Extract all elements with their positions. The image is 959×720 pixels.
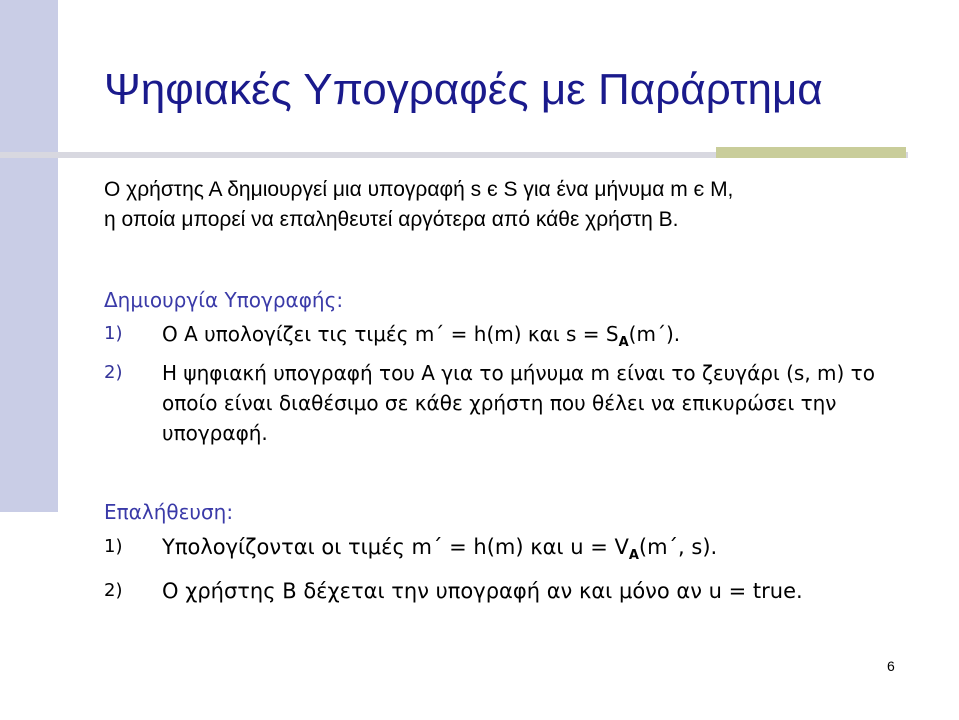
creation-steps [104, 319, 924, 448]
page-number: 6 [887, 658, 895, 674]
step-subscript: A [618, 335, 629, 350]
verification-steps [104, 532, 924, 606]
step-text-end: (m΄). [628, 322, 681, 346]
creation-heading: Δημιουργία Υπογραφής: [104, 288, 344, 312]
step-number: 2) [104, 580, 123, 601]
step-text: Ο χρήστης Β δέχεται την υπογραφή αν και μόνο αν u = true. [162, 579, 803, 603]
verification-section [104, 497, 924, 606]
title-divider-accent [716, 147, 906, 158]
step-subscript: A [628, 548, 639, 563]
step-text-end: (m΄, s). [638, 535, 718, 559]
decorative-left-bar [0, 0, 58, 512]
step-text: Η ψηφιακή υπογραφή του Α για το μήνυμα m είναι το ζευγάρι (s, m) το οποίο είναι διαθέσιμο σε κάθε χρήστη που θέλει να επικυρώσει την υπογραφή. [162, 361, 875, 445]
creation-step-1 [104, 319, 924, 358]
creation-step-2 [104, 358, 924, 448]
verification-step-1 [104, 532, 924, 571]
step-number: 2) [104, 362, 123, 383]
slide-title: Ψηφιακές Υπογραφές με Παράρτημα [104, 65, 823, 114]
intro-line-2: η οποία μπορεί να επαληθευτεί αργότερα από κάθε χρήστη Β. [104, 208, 679, 231]
intro-line-1: Ο χρήστης Α δημιουργεί μια υπογραφή s є S για ένα μήνυμα m є M, [104, 178, 734, 201]
intro-text [104, 175, 924, 235]
step-text: Ο Α υπολογίζει τις τιμές m΄ = h(m) και s = S [162, 322, 619, 346]
signature-creation-section [104, 285, 924, 448]
verification-heading: Επαλήθευση: [104, 500, 234, 524]
verification-step-2 [104, 576, 924, 606]
step-text: Υπολογίζονται οι τιμές m΄ = h(m) και u = V [162, 535, 629, 559]
step-number: 1) [104, 323, 123, 344]
step-number: 1) [104, 536, 123, 557]
